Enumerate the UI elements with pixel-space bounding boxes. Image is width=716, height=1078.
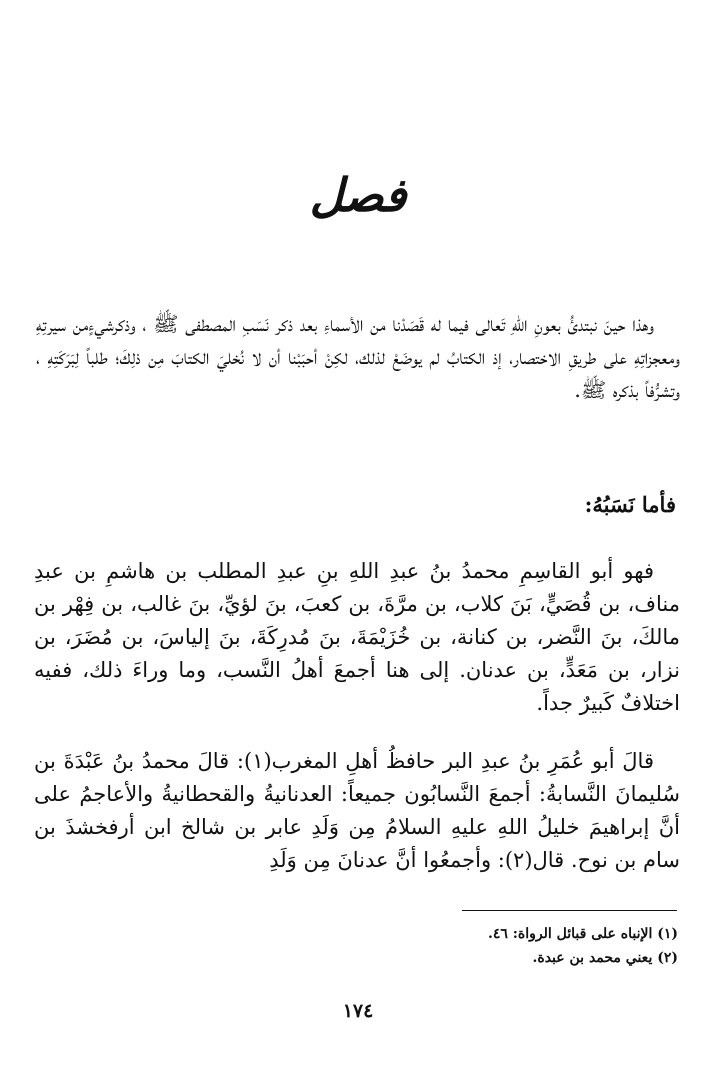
lineage-paragraph [34,555,680,720]
page-number: ١٧٤ [342,1000,374,1022]
intro-text: وهذا حينَ نبتدئُ بعونِ اللهِ تَعالى فيما له قَصَدْنا من الأسماءِ بعد ذكر نَسَبِ المصطفى ﷺ ، وذكرشيءٍمن سيرتِهِ ومعجزاتِهِ على طريقِ الاختصار، إذ الكتابُ لم يوضَعْ لذلك، لكِنْ أحبَبْنا أن لا نُخليَ الكتابَ مِن ذلِكَ؛ طلباً لِبَرَكَتِهِ ، وتشرُّفاً بذكره ﷺ. [36,312,680,402]
footnote-2: (٢) يعني محمد بن عبدة. [532,950,678,966]
quote-text: قالَ أبو عُمَرِ بنُ عبدِ البر حافظُ أهلِ المغرب(١): قالَ محمدُ بنُ عَبْدَةَ بن سُليمانَ النَّسابةُ: أجمعَ النَّسابُون جميعاً: العدنانيةُ والقحطانيةُ والأعاجمُ على أنَّ إبراهيمَ خليلُ اللهِ عليهِ السلامُ مِن وَلَدِ عابر بن شالخ ابن أرفخشذَ بن سام بن نوح. قال(٢): وأجمعُوا أنَّ عدنانَ مِن وَلَدِ [34,749,680,872]
quote-paragraph [34,745,680,877]
footnote-separator [462,910,677,911]
footnotes [488,922,678,970]
lineage-text: فهو أبو القاسِمِ محمدُ بنُ عبدِ اللهِ بنِ عبدِ المطلب بن هاشمِ بن عبدِ مناف، بن قُصَيٍّ، بَنَ كلاب، بن مرَّةَ، بن كعبَ، بنَ لؤيِّ، بنَ غالب، بن فِهْر بن مالكَ، بنَ النَّضر، بن كنانة، بن خُزَيْمَةَ، بنَ مُدرِكَةَ، بنَ إلياسَ، بن مُضَرَ، بن نزار، بن مَعَدٍّ، بن عدنان. إلى هنا أجمعَ أهلُ النَّسب، وما وراءَ ذلك، ففيه اختلافٌ كَبيرٌ جداً. [34,559,680,715]
chapter-title: فصل [309,168,407,222]
footnote-1: (١) الإنباه على قبائل الرواة: ٤٦. [487,926,678,942]
section-heading: فأما نَسَبُهُ: [584,492,676,517]
intro-paragraph [36,308,680,407]
